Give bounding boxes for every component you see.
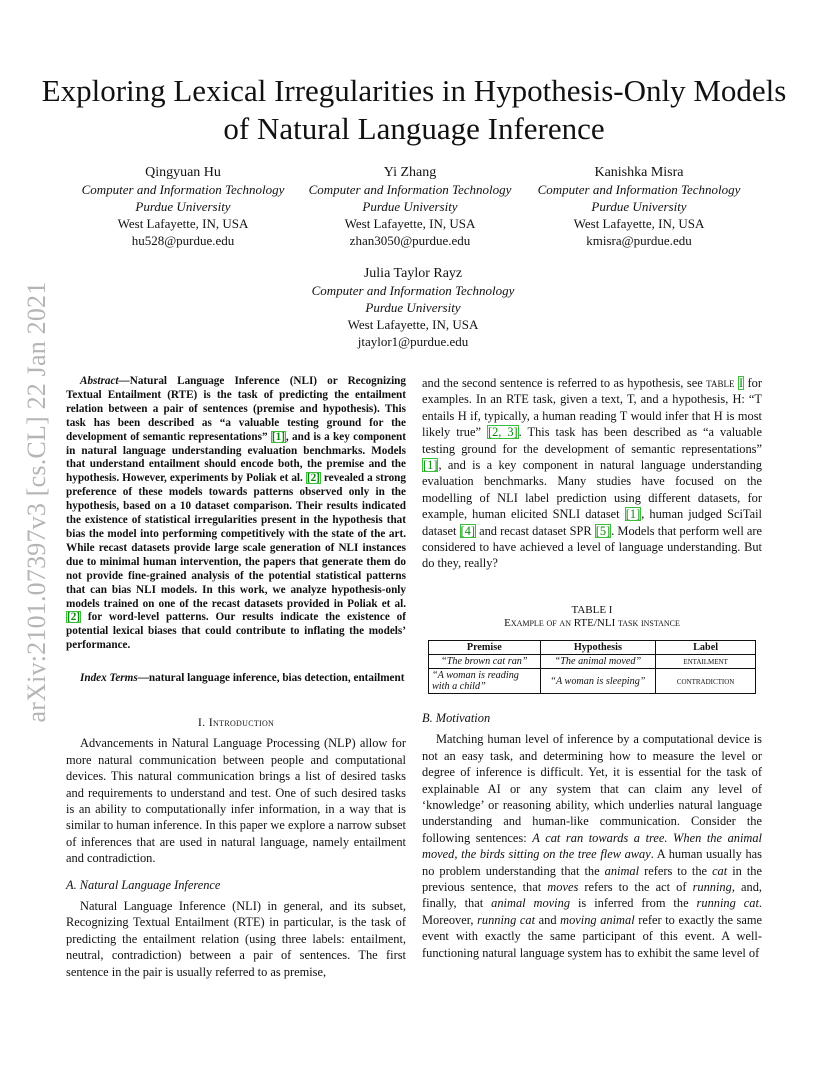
citation-link[interactable]: [1] <box>271 430 285 443</box>
motivation-paragraph: Matching human level of inference by a computational device is not an easy task, and determining how to measure the level or degree of inference is difficult. Yet, it is essential for the task of explainable AI or any system that can claim any level of ‘knowledge’ or reasoning ability, which underlies natural language understanding and human-like communication. Consider the following sentences: A cat ran towards a tree. When the animal moved, the birds sitting on the tree flew away. A human usually has no problem understanding that the animal refers to the cat in the previous sentence, that moves refers to the act of running, and, finally, that animal moving is inferred from the running cat. Moreover, running cat and moving animal refer to exactly the same event with exactly the same participant of this event. A well-functioning natural language system has to exhibit the same level of <box>422 732 763 960</box>
table-header: Label <box>656 641 756 655</box>
subsection-heading: B. Motivation <box>422 711 491 725</box>
table-cell: “The brown cat ran” <box>429 655 541 669</box>
intro-paragraph: Advancements in Natural Language Processing (NLP) allow for more natural communication between people and computational devices. This natural communication brings a list of desired tasks and requirements to understand and test. One of such desired tasks is an ability to computationally infer information, in a way that is similar to human inference. In this paper we explore a narrow subset of inferences that are used in natural language, namely entailment and contradiction. <box>66 736 406 866</box>
author-email: hu528@purdue.edu <box>131 233 235 248</box>
citation-link[interactable]: [5] <box>595 523 611 538</box>
table-header: Hypothesis <box>540 641 656 655</box>
table-cell: entailment <box>656 655 756 669</box>
motivation-section <box>422 710 762 961</box>
citation-link[interactable]: [4] <box>460 523 475 538</box>
introduction-section <box>66 714 406 980</box>
author-dept: Computer and Information Technology <box>81 182 285 197</box>
intro-continued-paragraph: and the second sentence is referred to as hypothesis, see table I for examples. In an RTE task, given a text, T, and a hypothesis, H: “T entails H if, typically, a human reading T would infer that H is most likely true” [2, 3]. This task has been described as “a valuable testing ground for the development of semantic representations” [1], and is a key component in natural language understanding evaluation benchmarks. Many studies have focused on the modelling of NLI label prediction using different datasets, for example, human elicited SNLI dataset [1], human judged SciTail dataset [4] and recast dataset SPR [5]. Models that perform well are considered to have achieved a level of language understanding. But do they, really? <box>422 376 762 571</box>
author-email: zhan3050@purdue.edu <box>349 233 471 248</box>
author-city: West Lafayette, IN, USA <box>344 216 476 231</box>
author-univ: Purdue University <box>591 199 687 214</box>
table-cell: “A woman is sleeping” <box>540 669 656 694</box>
table-cell: “A woman is reading with a child” <box>429 669 541 694</box>
author-block <box>524 164 754 249</box>
citation-link[interactable]: [1] <box>423 458 438 473</box>
table-ref-link[interactable]: I <box>738 376 744 390</box>
paper-title: Exploring Lexical Irregularities in Hypothesis-Only Models of Natural Language Inference <box>41 73 787 146</box>
author-dept: Computer and Information Technology <box>308 182 512 197</box>
author-name: Qingyuan Hu <box>145 165 221 180</box>
section-heading: I. Introduction <box>197 715 275 729</box>
table-row <box>429 669 756 694</box>
table-header-row <box>429 641 756 655</box>
author-block <box>284 265 542 350</box>
author-city: West Lafayette, IN, USA <box>117 216 249 231</box>
subsection-heading: A. Natural Language Inference <box>66 877 221 892</box>
author-block <box>297 164 523 249</box>
author-dept: Computer and Information Technology <box>537 182 741 197</box>
author-name: Julia Taylor Rayz <box>363 266 463 281</box>
abstract-label: Abstract <box>80 375 119 387</box>
index-terms-label: Index Terms <box>80 672 138 684</box>
table-row <box>429 655 756 669</box>
table-header: Premise <box>429 641 541 655</box>
author-city: West Lafayette, IN, USA <box>573 216 705 231</box>
author-univ: Purdue University <box>365 300 461 315</box>
citation-link[interactable]: [2] <box>67 611 81 624</box>
citation-link[interactable]: [2] <box>306 472 320 485</box>
author-name: Yi Zhang <box>383 165 437 180</box>
abstract: Abstract—Natural Language Inference (NLI) or Recognizing Textual Entailment (RTE) is the task of predicting the entailment relation between a pair of sentences (premise and hypothesis). This task has been described as “a valuable testing ground for the development of semantic representations” [1], and is a key component in natural language understanding evaluation benchmarks. Models that understand entailment should encode both, the premise and the hypothesis. However, experiments by Poliak et al. [2] revealed a strong preference of these models towards patterns observed only in the hypothesis, based on a 10 dataset comparison. Their results indicated the existence of statistical irregularities present in the hypothesis that bias the model into performing competitively with the state of the art. While recast datasets provide large scale generation of NLI instances due to minimal human intervention, the papers that generate them do not provide fine-grained analysis of the potential statistical patterns that can bias NLI models. In this work, we analyze hypothesis-only models trained on one of the recast datasets provided in Poliak et al. [2] for word-level patterns. Our results indicate the existence of potential lexical biases that could contribute to inflating the models’ performance. <box>66 375 406 652</box>
citation-link[interactable]: [1] <box>625 507 641 522</box>
author-email: kmisra@purdue.edu <box>586 233 692 248</box>
author-email: jtaylor1@purdue.edu <box>357 334 469 349</box>
author-city: West Lafayette, IN, USA <box>347 317 479 332</box>
example-table <box>428 640 756 694</box>
table-cell: “The animal moved” <box>540 655 656 669</box>
arxiv-stamp: arXiv:2101.07397v3 [cs.CL] 22 Jan 2021 <box>22 281 51 723</box>
table-cell: contradiction <box>656 669 756 694</box>
nli-paragraph: Natural Language Inference (NLI) in general, and its subset, Recognizing Textual Entailment (RTE) in particular, is the task of predicting the entailment relation (using three labels: entailment, neutral, contradiction) between a pair of sentences. The first sentence in the pair is usually referred to as premise, <box>66 899 406 979</box>
author-dept: Computer and Information Technology <box>311 283 515 298</box>
citation-link[interactable]: [2, 3] <box>487 425 518 440</box>
table-caption: Example of an RTE/NLI task instance <box>504 617 680 629</box>
author-block <box>70 164 296 249</box>
index-terms: Index Terms—natural language inference, bias detection, entailment <box>80 672 405 684</box>
author-name: Kanishka Misra <box>594 165 684 180</box>
author-univ: Purdue University <box>135 199 231 214</box>
table-label: TABLE I <box>571 604 613 616</box>
author-univ: Purdue University <box>362 199 458 214</box>
